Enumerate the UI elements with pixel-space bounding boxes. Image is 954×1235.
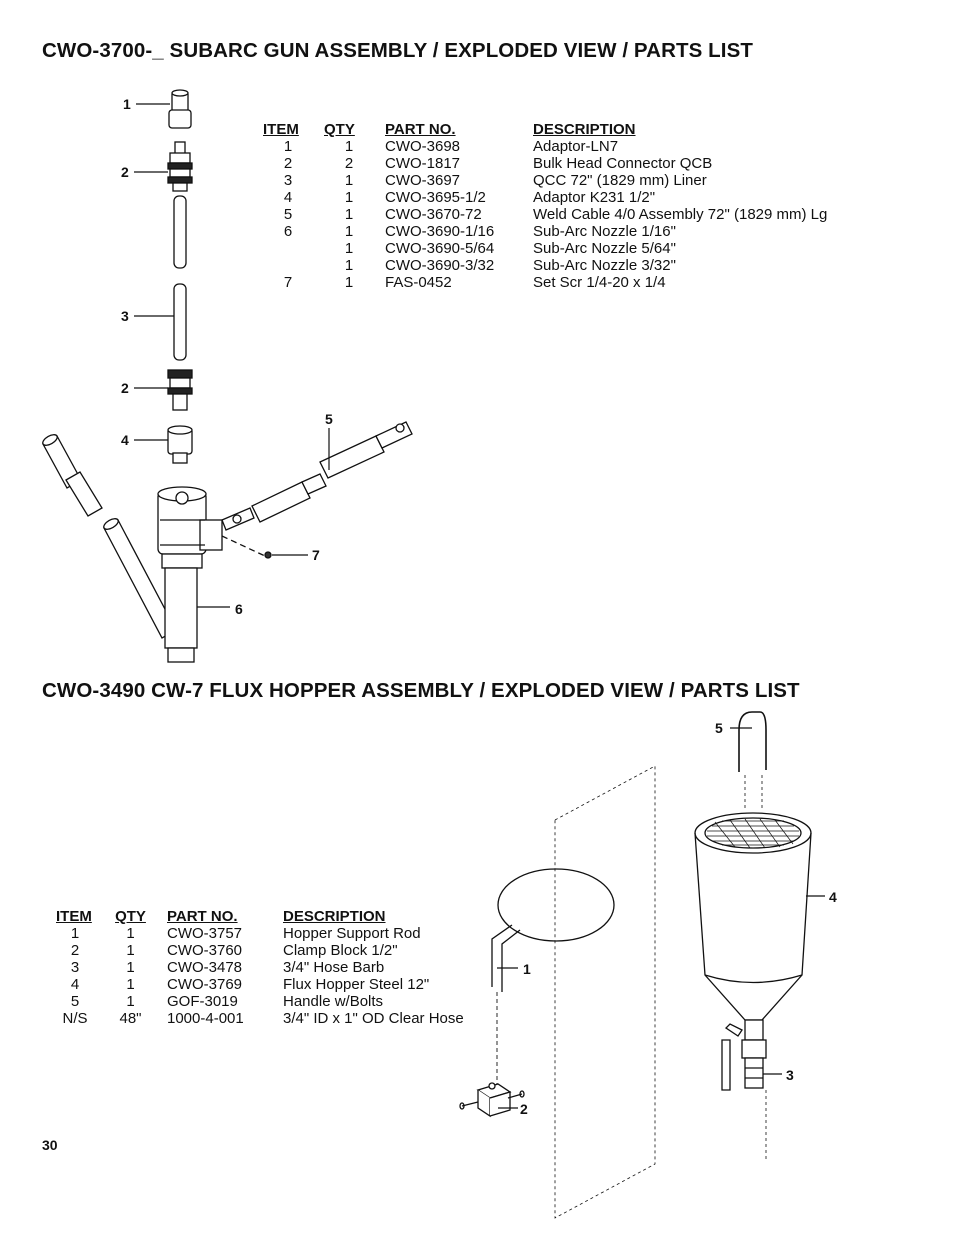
header-desc: DESCRIPTION — [283, 908, 386, 925]
header-desc: DESCRIPTION — [533, 121, 636, 138]
cell-desc: 3/4" ID x 1" OD Clear Hose — [283, 1010, 464, 1027]
callout-2: 2 — [520, 1101, 528, 1117]
cell-item: 4 — [70, 976, 80, 993]
header-part: PART NO. — [167, 908, 238, 925]
cell-desc: Sub-Arc Nozzle 5/64" — [533, 240, 676, 257]
callout-2-lower: 2 — [121, 380, 129, 396]
cell-qty: 1 — [344, 138, 354, 155]
cell-item: 3 — [283, 172, 293, 189]
cell-desc: Weld Cable 4/0 Assembly 72" (1829 mm) Lg — [533, 206, 828, 223]
cell-part: CWO-3757 — [167, 925, 243, 942]
cell-part: FAS-0452 — [385, 274, 452, 291]
cell-part: CWO-1817 — [385, 155, 461, 172]
cell-desc: Adaptor K231 1/2" — [533, 189, 656, 206]
section2-title: CWO-3490 CW-7 FLUX HOPPER ASSEMBLY / EXPLODED VIEW / PARTS LIST — [42, 679, 800, 702]
cell-item: 1 — [70, 925, 80, 942]
callout-4: 4 — [121, 432, 129, 448]
cell-item: N/S — [62, 1010, 88, 1027]
callout-3: 3 — [786, 1067, 794, 1083]
cell-desc: Sub-Arc Nozzle 3/32" — [533, 257, 676, 274]
cell-desc: Sub-Arc Nozzle 1/16" — [533, 223, 676, 240]
callout-4: 4 — [829, 889, 837, 905]
adaptor-k231-part — [168, 426, 192, 463]
nozzle-parts — [41, 433, 176, 638]
cell-item: 1 — [283, 138, 293, 155]
callout-5: 5 — [715, 720, 723, 736]
cell-qty: 1 — [126, 976, 135, 993]
cell-part: GOF-3019 — [167, 993, 238, 1010]
cell-qty: 1 — [126, 942, 135, 959]
set-screw-part — [265, 552, 271, 558]
cell-item: 2 — [70, 942, 80, 959]
cell-part: CWO-3690-5/64 — [385, 240, 495, 257]
cell-desc: Handle w/Bolts — [283, 993, 384, 1010]
cell-qty: 1 — [344, 223, 354, 240]
gun-exploded-view — [41, 90, 412, 662]
callout-1: 1 — [523, 961, 531, 977]
cell-qty: 1 — [344, 240, 354, 257]
cell-desc: Hopper Support Rod — [283, 925, 421, 942]
cell-item: 3 — [70, 959, 80, 976]
cell-qty: 1 — [126, 959, 135, 976]
callout-1: 1 — [123, 96, 131, 112]
cell-desc: Set Scr 1/4-20 x 1/4 — [533, 274, 666, 291]
cell-item: 5 — [70, 993, 80, 1010]
cell-item: 4 — [283, 189, 293, 206]
support-rod-ring — [498, 869, 614, 941]
weld-cable-part — [222, 422, 412, 556]
cell-desc: 3/4" Hose Barb — [283, 959, 385, 976]
gun-body-part — [158, 487, 222, 662]
cell-part: CWO-3697 — [385, 172, 461, 189]
dashed-plane — [555, 766, 655, 1218]
cell-part: CWO-3478 — [167, 959, 243, 976]
cell-qty: 1 — [344, 274, 354, 291]
cell-item: 7 — [283, 274, 293, 291]
header-qty: QTY — [324, 121, 355, 138]
cell-part: 1000-4-001 — [167, 1010, 244, 1027]
page-number: 30 — [42, 1137, 58, 1153]
cell-part: CWO-3760 — [167, 942, 243, 959]
cell-item: 6 — [283, 223, 293, 240]
cell-desc: Flux Hopper Steel 12" — [283, 976, 430, 993]
header-item: ITEM — [56, 908, 92, 925]
cell-qty: 1 — [344, 206, 354, 223]
handle-part — [739, 712, 766, 772]
clamp-block-part — [460, 1083, 524, 1116]
callout-7: 7 — [312, 547, 320, 563]
cell-qty: 48" — [119, 1010, 142, 1027]
cell-qty: 2 — [344, 155, 354, 172]
cell-part: CWO-3670-72 — [385, 206, 482, 223]
bulkhead-connector-upper — [168, 142, 192, 191]
cell-desc: QCC 72" (1829 mm) Liner — [533, 172, 707, 189]
liner-tube-parts — [174, 196, 186, 360]
header-item: ITEM — [263, 121, 299, 138]
header-qty: QTY — [115, 908, 146, 925]
adaptor-ln7-part — [169, 90, 191, 128]
cell-item: 5 — [283, 206, 293, 223]
cell-part: CWO-3769 — [167, 976, 243, 993]
cell-part: CWO-3690-3/32 — [385, 257, 495, 274]
callout-3: 3 — [121, 308, 129, 324]
section1-title: CWO-3700-_ SUBARC GUN ASSEMBLY / EXPLODED VIEW / PARTS LIST — [42, 39, 753, 62]
flux-hopper-part — [695, 813, 811, 1058]
callout-6: 6 — [235, 601, 243, 617]
header-part: PART NO. — [385, 121, 456, 138]
cell-item: 2 — [283, 155, 293, 172]
hopper-leader-lines — [497, 728, 825, 1108]
support-rod-stem — [492, 925, 520, 992]
cell-qty: 1 — [344, 189, 354, 206]
cell-desc: Adaptor-LN7 — [533, 138, 619, 155]
callout-2: 2 — [121, 164, 129, 180]
cell-qty: 1 — [126, 925, 135, 942]
callout-5: 5 — [325, 411, 333, 427]
cell-part: CWO-3690-1/16 — [385, 223, 495, 240]
cell-desc: Clamp Block 1/2" — [283, 942, 398, 959]
cell-qty: 1 — [344, 257, 354, 274]
cell-desc: Bulk Head Connector QCB — [533, 155, 713, 172]
bulkhead-connector-lower — [168, 370, 192, 410]
cell-part: CWO-3695-1/2 — [385, 189, 486, 206]
hopper-exploded-view — [460, 712, 825, 1218]
cell-qty: 1 — [126, 993, 135, 1010]
cell-part: CWO-3698 — [385, 138, 461, 155]
cell-qty: 1 — [344, 172, 354, 189]
